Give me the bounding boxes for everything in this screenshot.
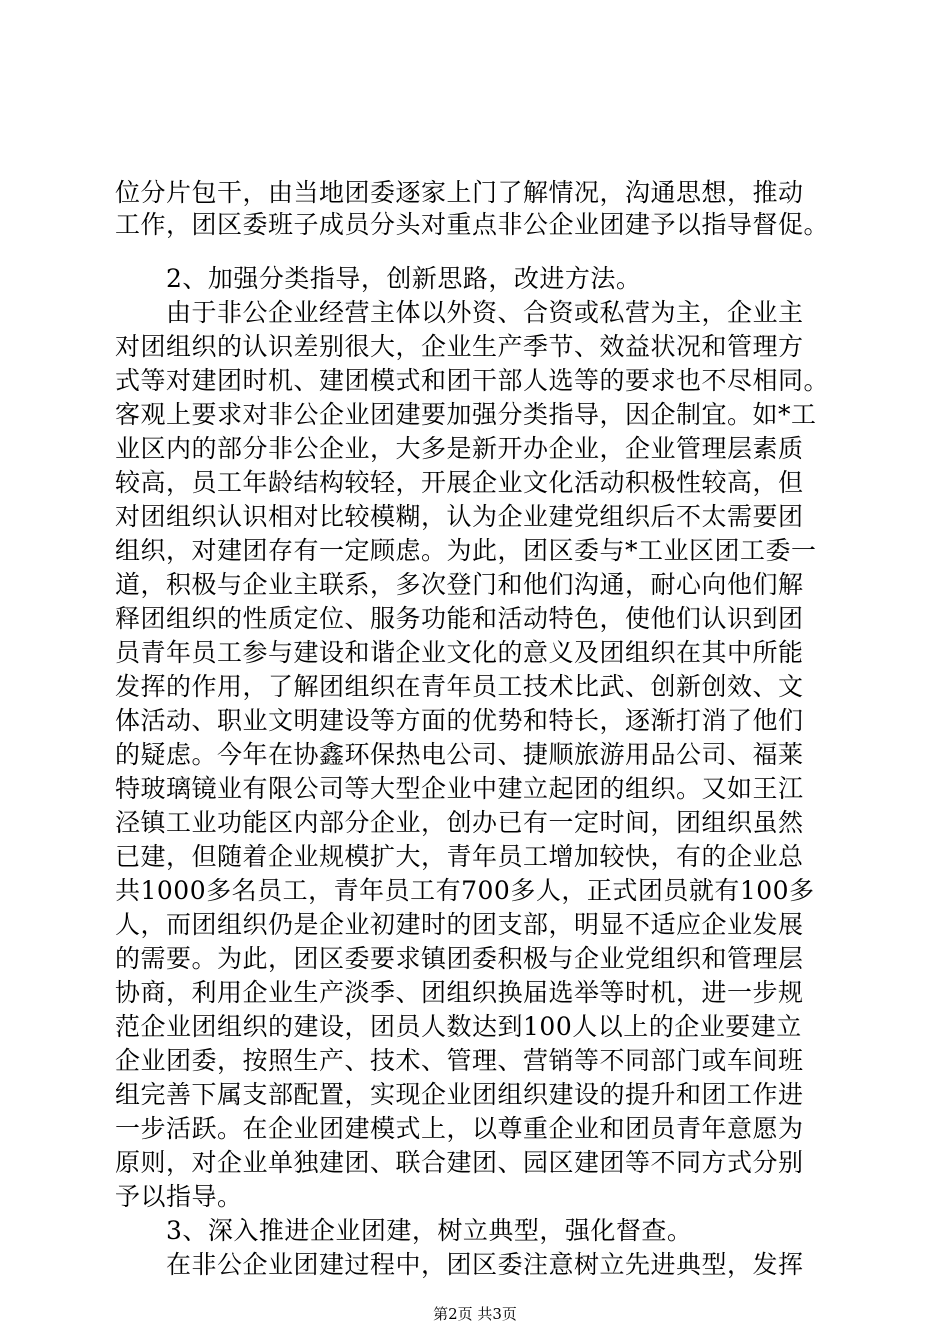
text-line: 予以指导。: [115, 1182, 243, 1211]
section-heading: 3、深入推进企业团建，树立典型，强化督查。: [115, 1216, 693, 1245]
section-heading: 2、加强分类指导，创新思路，改进方法。: [115, 264, 642, 293]
text-line: 业区内的部分非公企业，大多是新开办企业，企业管理层素质: [115, 434, 804, 463]
text-line: 对团组织认识相对比较模糊，认为企业建党组织后不太需要团: [115, 502, 804, 531]
text-line: 道，积极与企业主联系，多次登门和他们沟通，耐心向他们解: [115, 570, 804, 599]
text-line: 共1000多名员工，青年员工有700多人，正式团员就有100多: [115, 876, 815, 905]
text-line: 特玻璃镜业有限公司等大型企业中建立起团的组织。又如王江: [115, 774, 804, 803]
text-line: 在非公企业团建过程中，团区委注意树立先进典型，发挥: [115, 1250, 804, 1279]
text-line: 组织，对建团存有一定顾虑。为此，团区委与*工业区团工委一: [115, 536, 817, 565]
text-line: 对团组织的认识差别很大，企业生产季节、效益状况和管理方: [115, 332, 804, 361]
text-line: 人，而团组织仍是企业初建时的团支部，明显不适应企业发展: [115, 910, 804, 939]
text-line: 原则，对企业单独建团、联合建团、园区建团等不同方式分别: [115, 1148, 804, 1177]
text-line: 范企业团组织的建设，团员人数达到100人以上的企业要建立: [115, 1012, 802, 1041]
text-line: 体活动、职业文明建设等方面的优势和特长，逐渐打消了他们: [115, 706, 804, 735]
text-line: 一步活跃。在企业团建模式上，以尊重企业和团员青年意愿为: [115, 1114, 804, 1143]
text-line: 的疑虑。今年在协鑫环保热电公司、捷顺旅游用品公司、福莱: [115, 740, 804, 769]
text-line: 发挥的作用，了解团组织在青年员工技术比武、创新创效、文: [115, 672, 804, 701]
text-line: 员青年员工参与建设和谐企业文化的意义及团组织在其中所能: [115, 638, 804, 667]
text-line: 式等对建团时机、建团模式和团干部人选等的要求也不尽相同。: [115, 366, 830, 395]
text-line: 的需要。为此，团区委要求镇团委积极与企业党组织和管理层: [115, 944, 804, 973]
text-line: 较高，员工年龄结构较轻，开展企业文化活动积极性较高，但: [115, 468, 804, 497]
text-line: 释团组织的性质定位、服务功能和活动特色，使他们认识到团: [115, 604, 804, 633]
text-line: 已建，但随着企业规模扩大，青年员工增加较快，有的企业总: [115, 842, 804, 871]
text-line: 泾镇工业功能区内部分企业，创办已有一定时间，团组织虽然: [115, 808, 804, 837]
text-line: 由于非公企业经营主体以外资、合资或私营为主，企业主: [115, 298, 804, 327]
text-line: 企业团委，按照生产、技术、管理、营销等不同部门或车间班: [115, 1046, 804, 1075]
text-line: 位分片包干，由当地团委逐家上门了解情况，沟通思想，推动: [115, 178, 804, 207]
text-line: 协商，利用企业生产淡季、团组织换届选举等时机，进一步规: [115, 978, 804, 1007]
text-line: 客观上要求对非公企业团建要加强分类指导，因企制宜。如*工: [115, 400, 817, 429]
text-line: 组完善下属支部配置，实现企业团组织建设的提升和团工作进: [115, 1080, 804, 1109]
text-line: 工作，团区委班子成员分头对重点非公企业团建予以指导督促。: [115, 210, 830, 239]
page-footer: 第2页 共3页: [433, 1305, 517, 1323]
